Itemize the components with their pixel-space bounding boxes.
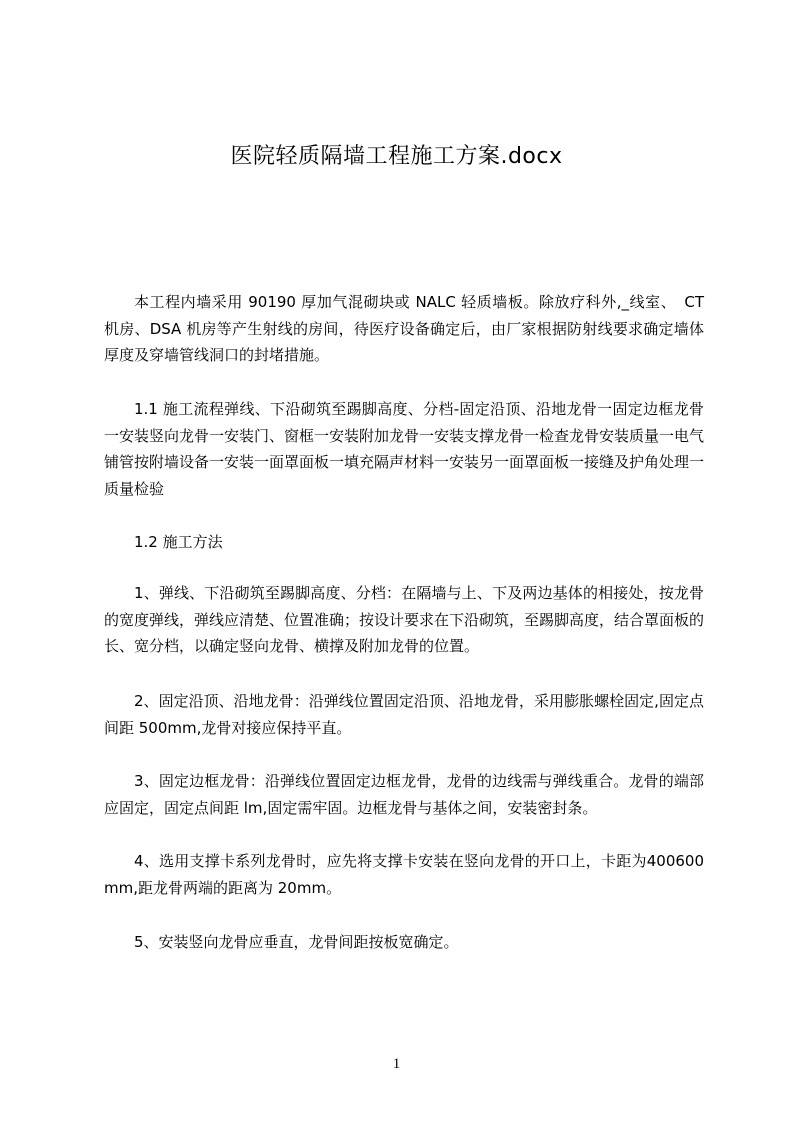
paragraph-step-1: 1、弹线、下沿砌筑至踢脚高度、分档：在隔墙与上、下及两边基体的相接处，按龙骨的宽度弹线，弹线应清楚、位置准确；按设计要求在下沿砌筑，至踢脚高度，结合罩面板的长、宽分档，以确定竖向龙骨、横撑及附加龙骨的位置。 xyxy=(104,584,705,655)
paragraph-step-2: 2、固定沿顶、沿地龙骨：沿弹线位置固定沿顶、沿地龙骨，采用膨胀螺栓固定,固定点间距 500mm,龙骨对接应保持平直。 xyxy=(104,692,704,737)
page-number: 1 xyxy=(392,1056,401,1072)
paragraph-step-3: 3、固定边框龙骨：沿弹线位置固定边框龙骨，龙骨的边线需与弹线重合。龙骨的端部应固定，固定点间距 lm,固定需牢固。边框龙骨与基体之间，安装密封条。 xyxy=(104,772,704,817)
paragraph-step-4: 4、选用支撑卡系列龙骨时，应先将支撑卡安装在竖向龙骨的开口上，卡距为400600mm,距龙骨两端的距离为 20mm。 xyxy=(104,852,704,897)
paragraph-step-5: 5、安装竖向龙骨应垂直，龙骨间距按板宽确定。 xyxy=(134,933,459,951)
paragraph-method-heading: 1.2 施工方法 xyxy=(134,533,223,551)
paragraph-construction-flow: 1.1 施工流程弹线、下沿砌筑至踢脚高度、分档-固定沿顶、沿地龙骨一固定边框龙骨一安装竖向龙骨一安装门、窗框一安装附加龙骨一安装支撑龙骨一检查龙骨安装质量一电气铺管按附墙设备一安装一面罩面板一填充隔声材料一安装另一面罩面板一接缝及护角处理一质量检验 xyxy=(104,400,705,498)
paragraph-intro: 本工程内墙采用 90190 厚加气混砌块或 NALC 轻质墙板。除放疗科外,_线室、 CT 机房、DSA 机房等产生射线的房间，待医疗设备确定后，由厂家根据防射线要求确定墙体厚度及穿墙管线洞口的封堵措施。 xyxy=(104,293,704,364)
document-title: 医院轻质隔墙工程施工方案.docx xyxy=(230,144,563,169)
